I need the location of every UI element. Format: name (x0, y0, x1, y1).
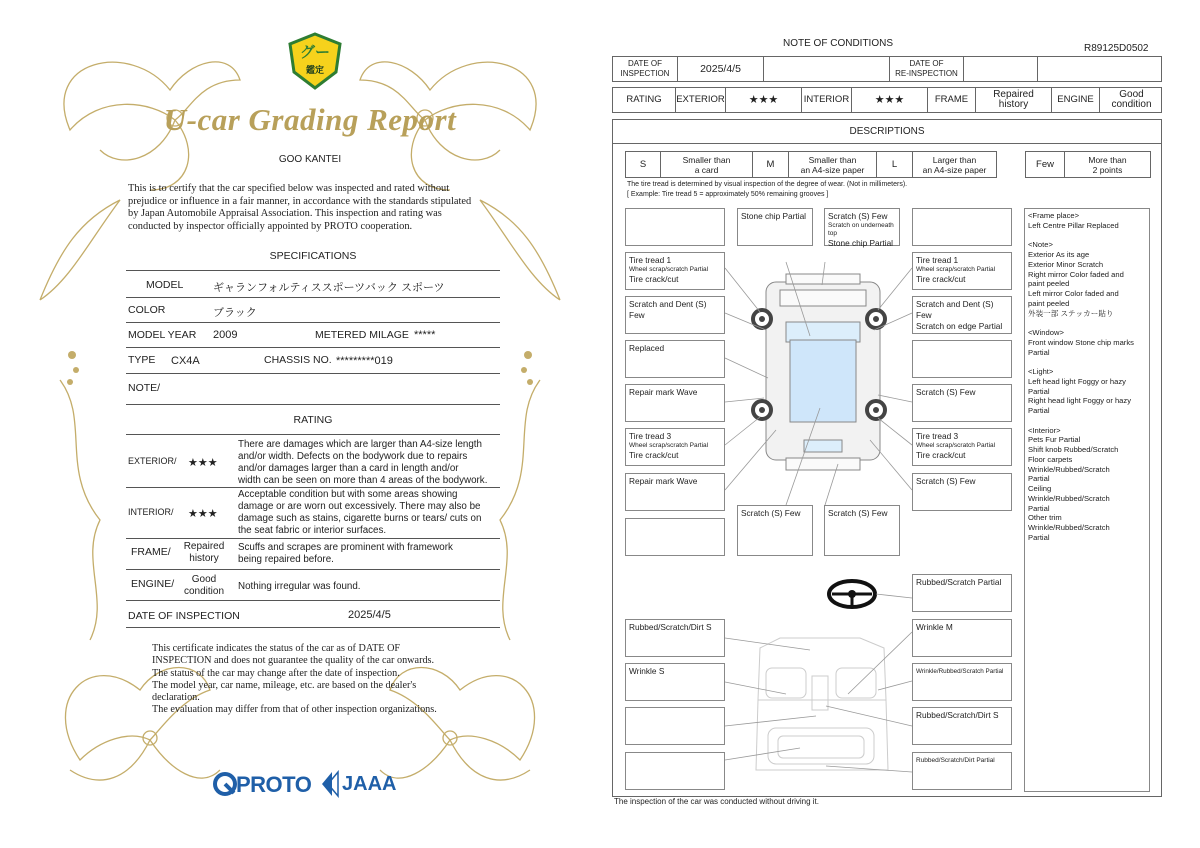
exterior-stars: ★★★ (725, 88, 801, 112)
damage-text: Rubbed/Scratch/Dirt S (629, 622, 712, 632)
engine-value-line: condition (183, 586, 225, 597)
damage-text: Scratch on edge Partial (916, 321, 1003, 331)
date-of-inspection-label: DATE OF INSPECTION (128, 610, 240, 622)
legend-few: Few (1036, 158, 1054, 170)
damage-box-tire-rear-right (912, 428, 1012, 466)
note-line: Exterior Minor Scratch (1028, 259, 1104, 269)
damage-text: Tire tread 3 (916, 431, 959, 441)
note-line: <Light> (1028, 367, 1054, 376)
divider (126, 487, 500, 488)
note-line: Ceiling (1028, 484, 1052, 493)
divider (126, 627, 500, 628)
damage-text: Replaced (629, 343, 665, 353)
desc-line: and/or damages larger than a card in length and/or (238, 463, 459, 474)
divider (126, 322, 500, 323)
engine-label: ENGINE (1051, 88, 1099, 112)
legend-line: Smaller than (808, 154, 857, 165)
desc-line: being repaired before. (238, 554, 334, 565)
intro-line: conducted by inspector officially appointed by PROTO cooperation. (128, 220, 413, 232)
svg-text:鑑定: 鑑定 (305, 66, 325, 76)
footer-line: INSPECTION and does not guarantee the quality of the car onwards. (152, 655, 435, 667)
frame-label: FRAME (927, 88, 975, 112)
interior-label: INTERIOR (801, 88, 851, 112)
label-line: DATE OF (909, 59, 944, 68)
interior-description (238, 489, 481, 537)
divider (126, 404, 500, 405)
note-line: Wrinkle/Rubbed/Scratch (1028, 523, 1110, 532)
damage-box-empty (912, 340, 1012, 378)
note-of-conditions-sheet (600, 0, 1200, 848)
note-line: <Window> (1028, 328, 1064, 337)
note-line: Floor carpets (1028, 454, 1073, 464)
damage-text: Tire crack/cut (916, 274, 966, 284)
damage-text: Rubbed/Scratch/Dirt Partial (916, 757, 995, 764)
damage-box-left-rear-fender (625, 473, 725, 511)
intro-line: prejudice or influence in a fair manner, in accordance with the standards stipulated (128, 195, 472, 207)
report-subtitle: GOO KANTEI (278, 154, 342, 165)
label-line: INSPECTION (620, 69, 670, 78)
interior-label: INTERIOR/ (128, 507, 174, 517)
frame-value (177, 541, 231, 565)
damage-box-stone-chip (737, 208, 813, 246)
legend-line: an A4-size paper (800, 164, 865, 175)
jaaa-logo-text: JAAA (342, 773, 397, 795)
damage-box-door-trim (912, 663, 1012, 701)
model-year-label: MODEL YEAR (128, 329, 197, 341)
note-line: Wrinkle/Rubbed/Scratch (1028, 493, 1110, 503)
intro-line: This is to certify that the car specified below was inspected and rated without (128, 183, 450, 194)
damage-text: Scratch (S) Few (828, 211, 888, 221)
engine-label: ENGINE/ (131, 578, 175, 590)
desc-line: width can be seen on more than 4 areas of the bodywork. (238, 475, 488, 486)
note-line: Partial (1028, 347, 1050, 357)
note-line: Partial (1028, 406, 1050, 415)
divider (126, 600, 500, 601)
damage-text: Stone chip Partial (828, 238, 894, 248)
note-line: Wrinkle/Rubbed/Scratch (1028, 464, 1110, 474)
goo-kantei-badge-icon (286, 32, 344, 90)
frame-value-line: Repaired (183, 541, 225, 552)
damage-text: Tire tread 3 (629, 431, 672, 441)
damage-text: Scratch (S) Few (916, 387, 976, 397)
svg-text:グー: グー (299, 43, 331, 61)
frame-label: FRAME/ (131, 546, 171, 558)
legend-line: an A4-size paper (922, 164, 987, 175)
damage-box-front-left-fender (625, 296, 725, 334)
note-line: Other trim (1028, 513, 1062, 523)
value-line: condition (1111, 99, 1152, 110)
frame-description (238, 542, 453, 566)
note-line: Exterior As its age (1028, 250, 1090, 259)
exterior-label: EXTERIOR/ (128, 456, 177, 466)
note-line (1028, 416, 1146, 426)
rating-label: RATING (626, 94, 662, 105)
damage-box-tire-front-right (912, 252, 1012, 290)
damage-text: Stone chip Partial (741, 211, 807, 221)
exterior-label: EXTERIOR (675, 88, 725, 112)
model-year-value: 2009 (213, 329, 238, 341)
damage-text: Scratch and Dent (S) Few (629, 299, 707, 320)
damage-text: Tire crack/cut (629, 274, 679, 284)
legend-line: Larger than (932, 154, 977, 165)
damage-box-front-right-fender (912, 296, 1012, 334)
damage-box-left-pillar (625, 340, 725, 378)
desc-line: damage such as stains, cigarette burns or tears/ cuts on (238, 513, 482, 524)
note-line: Partial (1028, 503, 1050, 513)
damage-text-small: Wheel scrap/scratch Partial (629, 442, 709, 449)
divider (126, 347, 500, 348)
damage-text: Repair mark Wave (629, 387, 698, 397)
note-line: Pets Fur Partial (1028, 435, 1081, 445)
damage-box-tire-rear-left (625, 428, 725, 466)
damage-text: Scratch and Dent (S) Few (916, 299, 994, 320)
value-line: Repaired (993, 89, 1034, 100)
specifications-heading: SPECIFICATIONS (269, 250, 357, 262)
label-line: RE-INSPECTION (895, 69, 958, 78)
damage-text-small: Wheel scrap/scratch Partial (916, 266, 996, 273)
damage-text-small: Wheel scrap/scratch Partial (916, 442, 996, 449)
type-value: CX4A (171, 355, 200, 367)
note-line: <Note> (1028, 240, 1053, 250)
divider (126, 569, 500, 570)
damage-text: Wrinkle S (629, 666, 665, 676)
divider (126, 297, 500, 298)
note-line (1028, 231, 1146, 241)
footer-line: declaration. (152, 692, 200, 704)
damage-box-empty (625, 707, 725, 745)
footer-line: The model year, car name, mileage, etc. are based on the dealer's (152, 679, 417, 691)
steering-wheel-icon (829, 581, 875, 607)
exterior-stars: ★★★ (188, 457, 218, 469)
interior-stars: ★★★ (851, 88, 927, 112)
damage-box-rear-seat (912, 752, 1012, 790)
chassis-label: CHASSIS NO. (264, 354, 332, 366)
note-line: paint peeled (1028, 279, 1070, 289)
note-line: Shift knob Rubbed/Scratch (1028, 445, 1119, 454)
damage-text: Tire crack/cut (916, 450, 966, 460)
damage-text: Wrinkle/Rubbed/Scratch Partial (916, 668, 1004, 675)
report-title: U-car Grading Report (163, 102, 457, 137)
damage-box-empty (912, 208, 1012, 246)
legend-s: S (639, 158, 647, 170)
color-value: ブラック (213, 307, 257, 319)
footer-line: The evaluation may differ from that of other inspection organizations. (152, 704, 437, 716)
damage-box-front-right-seat (912, 619, 1012, 657)
damage-text-small: Scratch on underneath top (828, 222, 894, 237)
certificate-footer (152, 643, 492, 717)
damage-box-left-door (625, 384, 725, 422)
reference-number: R89125D0502 (1084, 43, 1149, 54)
note-line: Partial (1028, 474, 1050, 484)
damage-text: Tire tread 1 (629, 255, 672, 265)
note-line: Left mirror Color faded and (1028, 289, 1119, 298)
intro-text (128, 183, 508, 233)
desc-line: and/or width. Defects on the bodywork due to repairs (238, 451, 468, 462)
value-line: history (998, 99, 1029, 110)
damage-box-shift-knob (912, 707, 1012, 745)
legend-line: Smaller than (682, 154, 731, 165)
damage-box-empty (625, 752, 725, 790)
proto-logo-text: PROTO (236, 772, 312, 797)
note-line: 外装一部 ステッカー貼り (1028, 308, 1114, 318)
damage-text: Rubbed/Scratch/Dirt S (916, 710, 999, 720)
desc-line: the seat fabric or interior surfaces. (238, 525, 387, 536)
damage-box-steering (912, 574, 1012, 612)
intro-line: by Japan Automobile Appraisal Association. This inspection and rating was (128, 208, 442, 219)
note-line: Front window Stone chip marks (1028, 337, 1134, 347)
legend-l: L (876, 152, 912, 177)
damage-box-empty (625, 208, 725, 246)
damage-text: Rubbed/Scratch Partial (916, 577, 1002, 587)
desc-line: Acceptable condition but with some areas showing (238, 489, 458, 500)
model-label: MODEL (146, 279, 184, 291)
damage-box-tire-front-left (625, 252, 725, 290)
footer-line: The status of the car may change after the date of inspection. (152, 667, 400, 679)
damage-box-right-door (912, 384, 1012, 422)
engine-description: Nothing irregular was found. (238, 581, 361, 592)
legend-line: 2 points (1092, 164, 1123, 175)
desc-line: damage or are worn out excessively. There may also be (238, 501, 481, 512)
divider (126, 270, 500, 271)
note-line: Right head light Foggy or hazy (1028, 396, 1131, 406)
damage-box-right-rear-fender (912, 473, 1012, 511)
sheet-heading: NOTE OF CONDITIONS (783, 38, 893, 49)
legend-m: M (752, 152, 788, 177)
label-line: DATE OF (627, 59, 663, 68)
damage-text: Tire crack/cut (629, 450, 679, 460)
note-line: Left head light Foggy or hazy (1028, 376, 1126, 386)
proto-logo-icon (212, 771, 238, 797)
engine-value-line: Good (191, 574, 217, 585)
type-label: TYPE (128, 354, 156, 366)
damage-box-rear-left (737, 505, 813, 556)
damage-text: Repair mark Wave (629, 476, 698, 486)
footer-line: This certificate indicates the status of the car as of DATE OF (152, 643, 401, 654)
legend-line: a card (694, 164, 719, 175)
note-line: Partial (1028, 532, 1050, 542)
damage-text: Scratch (S) Few (828, 508, 888, 518)
damage-text-small: Wheel scrap/scratch Partial (629, 266, 709, 273)
note-line: The tire tread is determined by visual inspection of the degree of wear. (Not in millimeters). (627, 181, 908, 188)
chassis-value: *********019 (336, 355, 393, 367)
color-label: COLOR (128, 304, 166, 316)
descriptions-heading: DESCRIPTIONS (613, 120, 1161, 144)
metered-milage-label: METERED MILAGE (315, 329, 409, 341)
divider (126, 373, 500, 374)
damage-box-ceiling (625, 619, 725, 657)
note-line: Partial (1028, 386, 1050, 396)
date-of-inspection-value: 2025/4/5 (348, 609, 391, 621)
jaaa-logo-icon (320, 770, 340, 798)
note-line: <Interior> (1028, 425, 1061, 435)
note-line: [ Example: Tire tread 5 = approximately 50% remaining grooves ] (627, 190, 829, 198)
condition-notes (1024, 208, 1150, 792)
note-label: NOTE/ (128, 382, 161, 394)
note-line: Left Centre Pillar Replaced (1028, 220, 1119, 230)
exterior-description (238, 439, 487, 487)
metered-milage-value: ***** (414, 329, 436, 341)
damage-box-rear-right (824, 505, 900, 556)
frame-value-line: history (189, 553, 219, 564)
note-line: paint peeled (1028, 298, 1070, 308)
note-line (1028, 357, 1146, 367)
damage-text: Scratch (S) Few (916, 476, 976, 486)
desc-line: There are damages which are larger than A4-size length (238, 439, 482, 450)
divider (126, 434, 500, 435)
note-line: Right mirror Color faded and (1028, 269, 1124, 279)
damage-text: Tire tread 1 (916, 255, 959, 265)
date-inspection-value: 2025/4/5 (677, 57, 763, 81)
rating-heading: RATING (293, 414, 333, 426)
divider (126, 538, 500, 539)
damage-box-empty (625, 518, 725, 556)
damage-text: Scratch (S) Few (741, 508, 801, 518)
desc-line: Scuffs and scrapes are prominent with framework (238, 542, 453, 553)
interior-stars: ★★★ (188, 508, 218, 520)
model-value: ギャランフォルティススポーツバック スポーツ (213, 282, 445, 294)
legend-line: More than (1088, 154, 1127, 165)
damage-box-front-scratch (824, 208, 900, 246)
value-line: Good (1119, 89, 1144, 100)
note-line: <Frame place> (1028, 211, 1080, 220)
footnote: The inspection of the car was conducted without driving it. (614, 797, 819, 806)
engine-value (177, 574, 231, 598)
note-line (1028, 318, 1146, 328)
damage-box-front-left-seat (625, 663, 725, 701)
damage-text: Wrinkle M (916, 622, 953, 632)
